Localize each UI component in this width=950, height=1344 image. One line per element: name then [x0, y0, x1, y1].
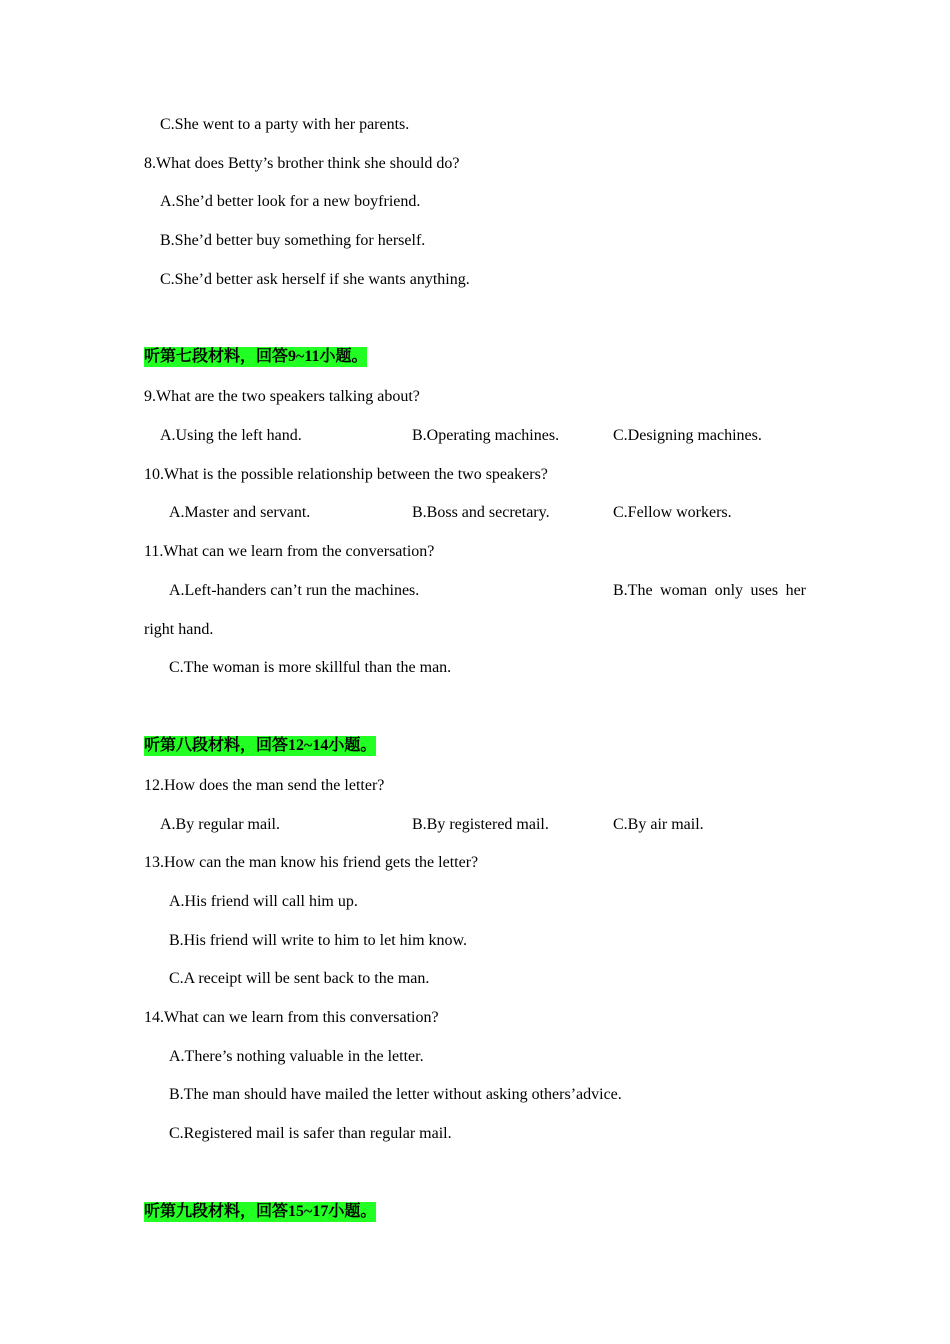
section8-prefix: 听第八段材料，回答	[144, 737, 289, 754]
section8-suffix: 小题。	[328, 737, 377, 754]
section8-range: 12~14	[288, 737, 329, 754]
q13-question: 13.How can the man know his friend gets the letter?	[144, 854, 479, 871]
q11-option-a: A.Left-handers can’t run the machines.	[169, 582, 420, 599]
q10-option-b: B.Boss and secretary.	[412, 504, 550, 521]
q13-option-c: C.A receipt will be sent back to the man.	[169, 970, 430, 987]
q9-option-c: C.Designing machines.	[613, 427, 762, 444]
section9-range: 15~17	[288, 1203, 329, 1220]
q13-option-b: B.His friend will write to him to let him know.	[169, 932, 468, 949]
q11-option-b-part1: B.The woman only uses her	[613, 582, 806, 599]
q14-option-c: C.Registered mail is safer than regular mail.	[169, 1125, 452, 1142]
q10-option-a: A.Master and servant.	[169, 504, 311, 521]
q10-option-c: C.Fellow workers.	[613, 504, 732, 521]
q11-option-c: C.The woman is more skillful than the man.	[169, 659, 452, 676]
q9-option-b: B.Operating machines.	[412, 427, 560, 444]
q9-question: 9.What are the two speakers talking about?	[144, 388, 420, 405]
section9-prefix: 听第九段材料，回答	[144, 1203, 289, 1220]
section7-heading	[144, 347, 367, 367]
q12-option-a: A.By regular mail.	[160, 816, 280, 833]
q8-option-c: C.She’d better ask herself if she wants anything.	[160, 271, 470, 288]
section8-heading	[144, 736, 376, 756]
q11-option-b-part2: right hand.	[144, 621, 214, 638]
q9-option-a: A.Using the left hand.	[160, 427, 302, 444]
q8-option-a: A.She’d better look for a new boyfriend.	[160, 193, 421, 210]
section7-range: 9~11	[288, 348, 320, 365]
q12-question: 12.How does the man send the letter?	[144, 777, 385, 794]
q11-question: 11.What can we learn from the conversation?	[144, 543, 435, 560]
section9-heading	[144, 1202, 376, 1222]
q12-option-b: B.By registered mail.	[412, 816, 549, 833]
q12-option-c: C.By air mail.	[613, 816, 704, 833]
q10-question: 10.What is the possible relationship between the two speakers?	[144, 466, 548, 483]
section7-suffix: 小题。	[319, 348, 368, 365]
q13-option-a: A.His friend will call him up.	[169, 893, 358, 910]
section7-prefix: 听第七段材料，回答	[144, 348, 289, 365]
section9-suffix: 小题。	[328, 1203, 377, 1220]
q14-option-a: A.There’s nothing valuable in the letter.	[169, 1048, 424, 1065]
q7-option-c: C.She went to a party with her parents.	[160, 116, 410, 133]
q8-option-b: B.She’d better buy something for herself.	[160, 232, 426, 249]
q14-option-b: B.The man should have mailed the letter without asking others’advice.	[169, 1086, 622, 1103]
q14-question: 14.What can we learn from this conversation?	[144, 1009, 439, 1026]
q8-question: 8.What does Betty’s brother think she should do?	[144, 155, 460, 172]
